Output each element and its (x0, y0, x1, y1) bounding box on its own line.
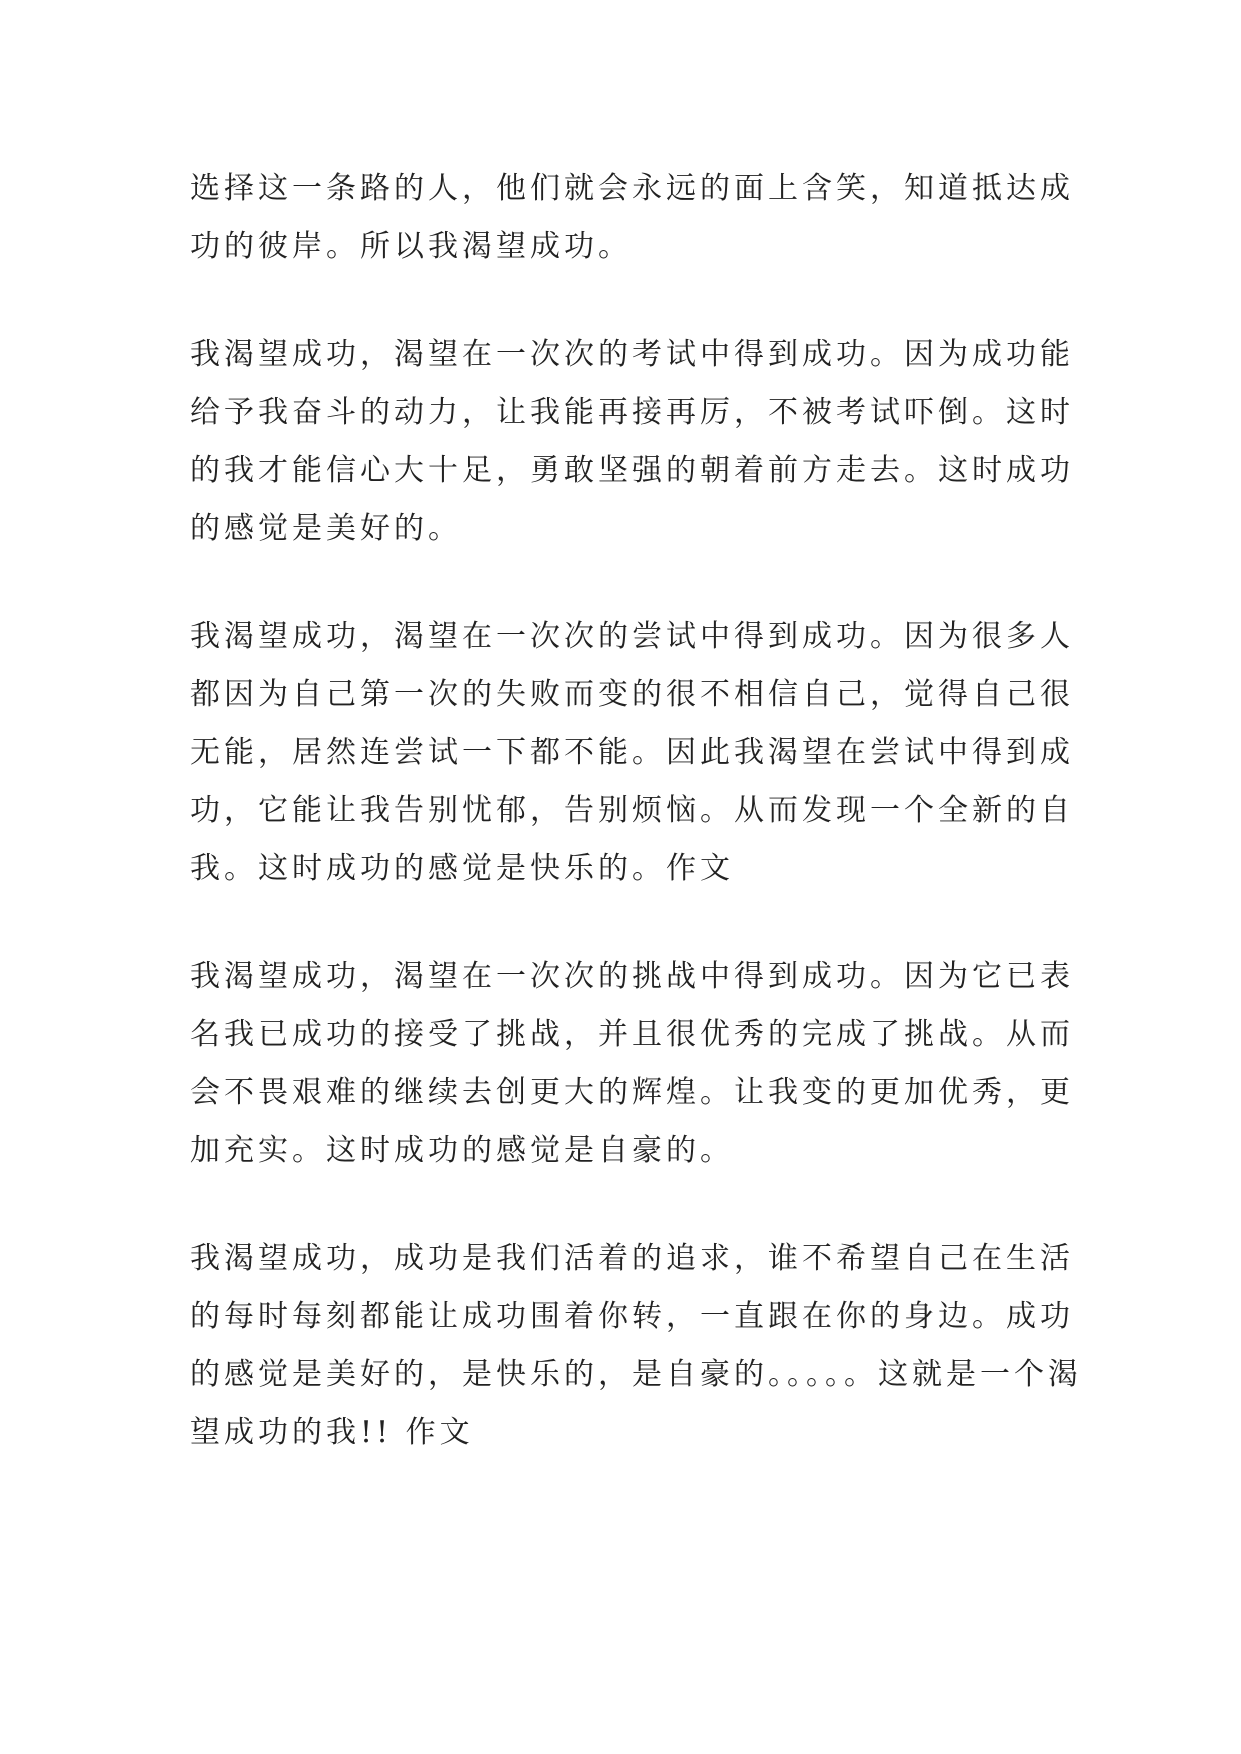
paragraph-line: 的我才能信心大十足，勇敢坚强的朝着前方走去。这时成功 (190, 453, 1074, 488)
paragraph-line: 望成功的我!! 作文 (190, 1415, 474, 1450)
paragraph-line: 我渴望成功，渴望在一次次的尝试中得到成功。因为很多人 (190, 619, 1074, 654)
paragraph-line: 我渴望成功，渴望在一次次的挑战中得到成功。因为它已表 (190, 959, 1074, 994)
paragraph-3 (190, 608, 1074, 898)
paragraph-4 (190, 948, 1074, 1180)
paragraph-line: 功的彼岸。所以我渴望成功。 (190, 229, 632, 264)
paragraph-line: 选择这一条路的人，他们就会永远的面上含笑，知道抵达成 (190, 171, 1074, 206)
paragraph-line: 都因为自己第一次的失败而变的很不相信自己，觉得自己很 (190, 677, 1074, 712)
paragraph-line: 无能，居然连尝试一下都不能。因此我渴望在尝试中得到成 (190, 735, 1074, 770)
paragraph-line: 功，它能让我告别忧郁，告别烦恼。从而发现一个全新的自 (190, 793, 1074, 828)
paragraph-line: 给予我奋斗的动力，让我能再接再厉，不被考试吓倒。这时 (190, 395, 1074, 430)
paragraph-line: 名我已成功的接受了挑战，并且很优秀的完成了挑战。从而 (190, 1017, 1074, 1052)
paragraph-line: 的感觉是美好的。 (190, 511, 462, 546)
paragraph-line: 的每时每刻都能让成功围着你转，一直跟在你的身边。成功 (190, 1299, 1074, 1334)
essay-body (190, 160, 1082, 1512)
paragraph-line: 会不畏艰难的继续去创更大的辉煌。让我变的更加优秀，更 (190, 1075, 1074, 1110)
paragraph-5 (190, 1230, 1082, 1462)
paragraph-2 (190, 326, 1074, 558)
paragraph-line: 我渴望成功，渴望在一次次的考试中得到成功。因为成功能 (190, 337, 1074, 372)
paragraph-line: 我渴望成功，成功是我们活着的追求，谁不希望自己在生活 (190, 1241, 1074, 1276)
paragraph-1 (190, 160, 1074, 276)
paragraph-line: 加充实。这时成功的感觉是自豪的。 (190, 1133, 734, 1168)
paragraph-line: 的感觉是美好的，是快乐的，是自豪的。。。。。这就是一个渴 (190, 1357, 1082, 1392)
paragraph-line: 我。这时成功的感觉是快乐的。作文 (190, 851, 734, 886)
